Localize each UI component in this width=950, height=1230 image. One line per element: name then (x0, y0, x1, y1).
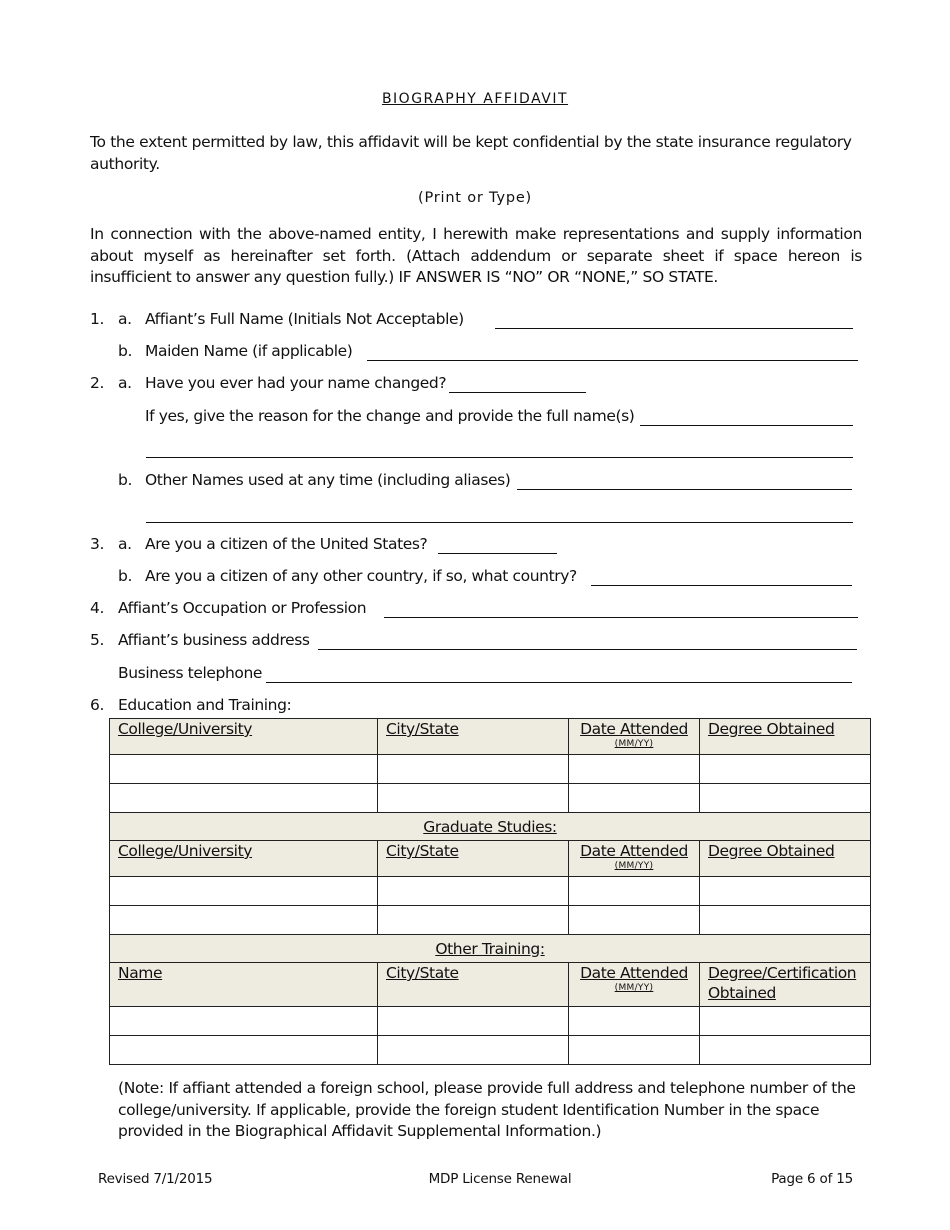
undergrad-degree-cell[interactable] (700, 755, 871, 784)
q5-number: 5. (90, 631, 104, 649)
graduate-date-cell[interactable] (569, 906, 700, 935)
name-change-reason-continued-field[interactable] (146, 457, 853, 458)
q2a-followup-label: If yes, give the reason for the change and provide the full name(s) (145, 407, 635, 425)
col-header-date-attended: Date Attended (MM/YY) (569, 719, 700, 755)
footer-revised: Revised 7/1/2015 (98, 1171, 213, 1187)
table-row (110, 755, 871, 784)
business-telephone-field[interactable] (266, 682, 852, 683)
q1b-label: Maiden Name (if applicable) (145, 342, 353, 360)
graduate-city-cell[interactable] (378, 877, 569, 906)
q3b-label: Are you a citizen of any other country, if so, what country? (145, 567, 577, 585)
training-city-cell[interactable] (378, 1036, 569, 1065)
print-or-type-note: (Print or Type) (417, 190, 533, 206)
q2b-label: Other Names used at any time (including aliases) (145, 471, 511, 489)
other-names-field[interactable] (517, 489, 852, 490)
graduate-college-cell[interactable] (110, 906, 378, 935)
q3a-label: Are you a citizen of the United States? (145, 535, 428, 553)
date-format-hint: (MM/YY) (614, 983, 654, 993)
graduate-date-cell[interactable] (569, 877, 700, 906)
col-header-degree: Degree Obtained (700, 841, 871, 877)
q2a-letter: a. (118, 374, 132, 392)
training-name-cell[interactable] (110, 1007, 378, 1036)
other-training-row (110, 935, 871, 963)
training-degree-cell[interactable] (700, 1036, 871, 1065)
undergrad-header-row (110, 719, 871, 755)
q3a-letter: a. (118, 535, 132, 553)
occupation-field[interactable] (384, 617, 858, 618)
col-header-date-attended: Date Attended (MM/YY) (569, 841, 700, 877)
maiden-name-field[interactable] (367, 360, 858, 361)
undergrad-date-cell[interactable] (569, 784, 700, 813)
name-changed-field[interactable] (449, 392, 586, 393)
business-telephone-label: Business telephone (118, 664, 263, 682)
other-training-label: Other Training: (110, 935, 871, 963)
us-citizen-field[interactable] (438, 553, 557, 554)
table-row (110, 906, 871, 935)
undergrad-degree-cell[interactable] (700, 784, 871, 813)
training-date-cell[interactable] (569, 1036, 700, 1065)
q1b-letter: b. (118, 342, 132, 360)
table-row (110, 877, 871, 906)
training-date-cell[interactable] (569, 1007, 700, 1036)
date-format-hint: (MM/YY) (614, 861, 654, 871)
graduate-studies-row (110, 813, 871, 841)
col-header-city-state: City/State (378, 963, 569, 1007)
graduate-degree-cell[interactable] (700, 877, 871, 906)
foreign-school-note: (Note: If affiant attended a foreign school, please provide full address and telephone number of the college/university. If applicable, provide the foreign student Identification Number in the space provided in the Biographical Affidavit Supplemental Information.) (118, 1079, 856, 1140)
name-change-reason-field[interactable] (640, 425, 853, 426)
footer-page-number: Page 6 of 15 (771, 1171, 853, 1187)
col-header-city-state: City/State (378, 719, 569, 755)
q6-label: Education and Training: (118, 696, 292, 714)
footer-title: MDP License Renewal (428, 1171, 572, 1187)
training-city-cell[interactable] (378, 1007, 569, 1036)
undergrad-date-cell[interactable] (569, 755, 700, 784)
q1a-label: Affiant’s Full Name (Initials Not Acceptable) (145, 310, 464, 328)
col-header-city-state: City/State (378, 841, 569, 877)
undergrad-college-cell[interactable] (110, 784, 378, 813)
other-training-header-row (110, 963, 871, 1007)
graduate-college-cell[interactable] (110, 877, 378, 906)
training-name-cell[interactable] (110, 1036, 378, 1065)
col-header-date-attended: Date Attended (MM/YY) (569, 963, 700, 1007)
graduate-header-row (110, 841, 871, 877)
document-title: BIOGRAPHY AFFIDAVIT (381, 91, 569, 107)
q4-number: 4. (90, 599, 104, 617)
col-header-degree: Degree Obtained (700, 719, 871, 755)
graduate-city-cell[interactable] (378, 906, 569, 935)
confidentiality-statement: To the extent permitted by law, this affidavit will be kept confidential by the state insurance regulatory authority. (90, 133, 852, 173)
instructions-paragraph: In connection with the above-named entity, I herewith make representations and supply information about myself as hereinafter set forth. (Attach addendum or separate sheet if space hereon is insufficient to answer any question fully.) IF ANSWER IS “NO” OR “NONE,” SO STATE. (90, 225, 862, 286)
undergrad-college-cell[interactable] (110, 755, 378, 784)
other-names-continued-field[interactable] (146, 522, 853, 523)
q5-label: Affiant’s business address (118, 631, 310, 649)
graduate-studies-label: Graduate Studies: (110, 813, 871, 841)
q1a-letter: a. (118, 310, 132, 328)
q6-number: 6. (90, 696, 104, 714)
training-degree-cell[interactable] (700, 1007, 871, 1036)
date-format-hint: (MM/YY) (614, 739, 654, 749)
full-name-field[interactable] (495, 328, 853, 329)
graduate-degree-cell[interactable] (700, 906, 871, 935)
q3b-letter: b. (118, 567, 132, 585)
q4-label: Affiant’s Occupation or Profession (118, 599, 367, 617)
col-header-college: College/University (110, 841, 378, 877)
other-citizenship-field[interactable] (591, 585, 852, 586)
undergrad-city-cell[interactable] (378, 755, 569, 784)
table-row (110, 1007, 871, 1036)
col-header-name: Name (110, 963, 378, 1007)
q2b-letter: b. (118, 471, 132, 489)
business-address-field[interactable] (318, 649, 857, 650)
q3-number: 3. (90, 535, 104, 553)
table-row (110, 1036, 871, 1065)
q2a-label: Have you ever had your name changed? (145, 374, 447, 392)
undergrad-city-cell[interactable] (378, 784, 569, 813)
education-table (109, 718, 871, 1065)
q2-number: 2. (90, 374, 104, 392)
table-row (110, 784, 871, 813)
col-header-degree-certification: Degree/Certification Obtained (700, 963, 871, 1007)
col-header-college: College/University (110, 719, 378, 755)
q1-number: 1. (90, 310, 104, 328)
